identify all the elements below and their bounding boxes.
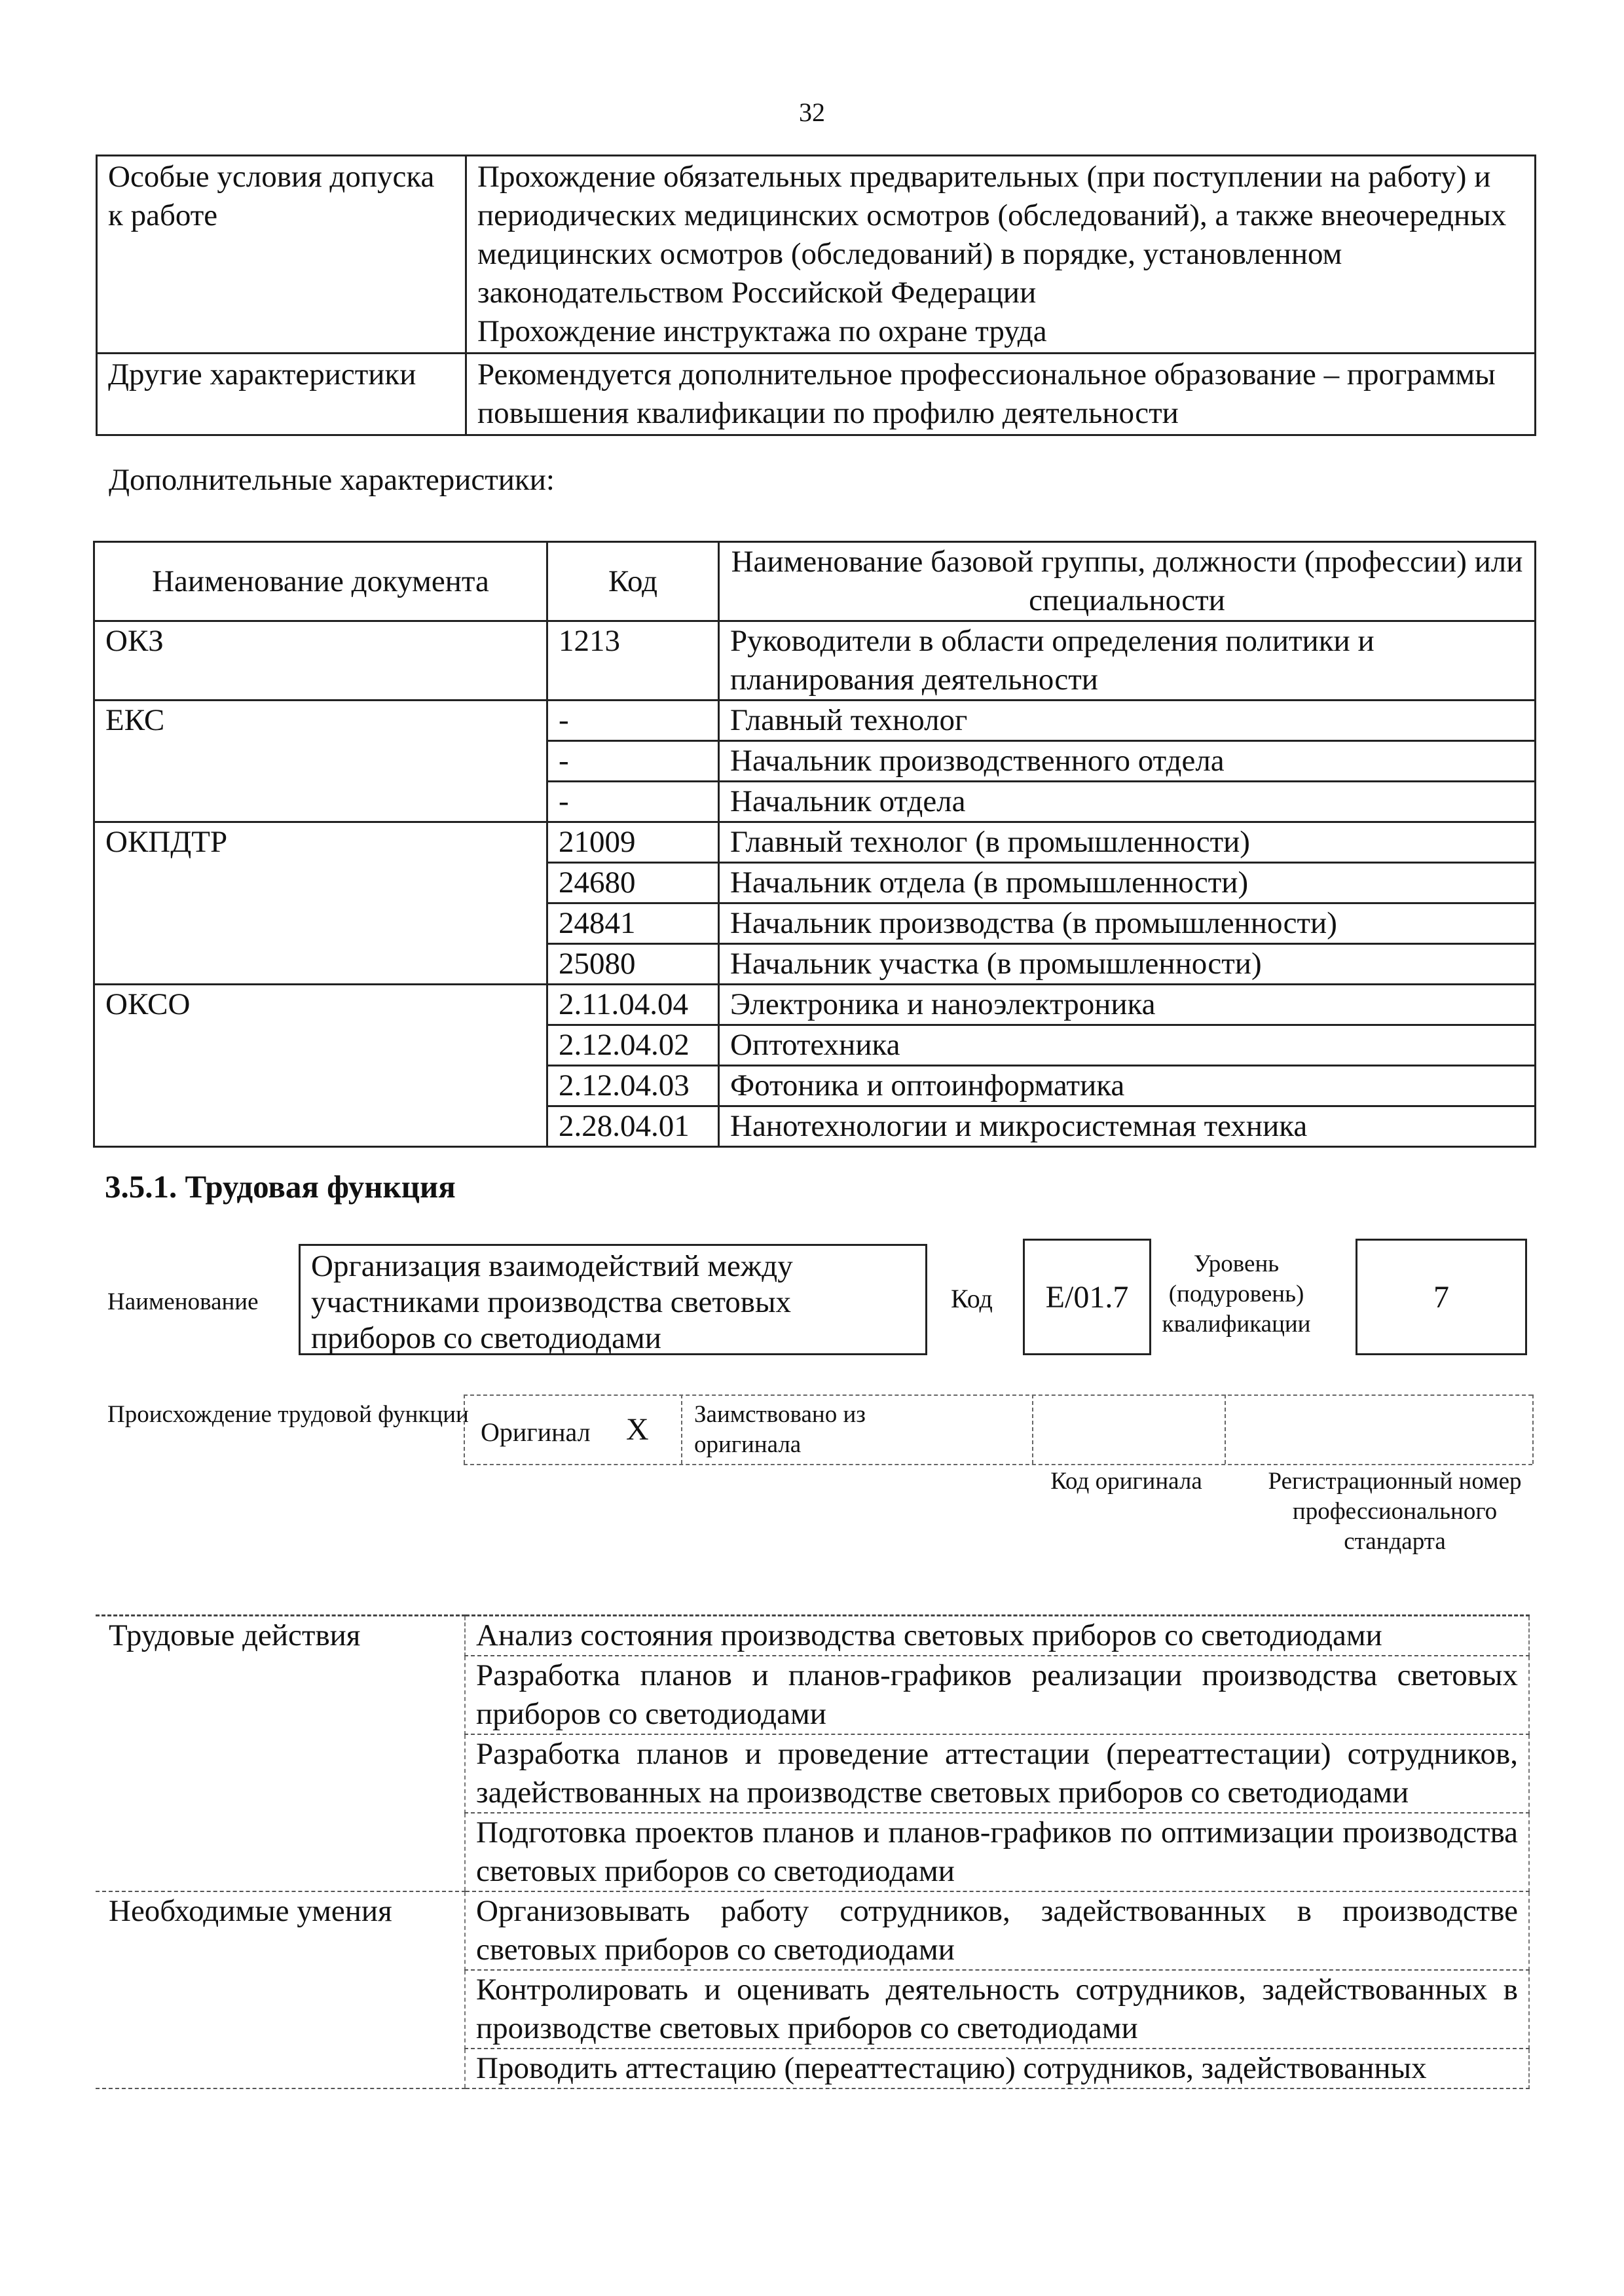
- original-check-mark: X: [626, 1412, 649, 1447]
- registration-number-caption: Регистрационный номер профессионального стандарта: [1268, 1468, 1522, 1555]
- table-header-row: [94, 542, 1536, 621]
- function-code-label: Код: [951, 1284, 993, 1313]
- column-header: Код: [547, 542, 719, 621]
- original-label: Оригинал: [481, 1417, 591, 1447]
- column-header: Наименование документа: [94, 542, 547, 621]
- code-cell: -: [547, 782, 719, 822]
- name-cell: Оптотехника: [719, 1025, 1536, 1066]
- skill-item: Проводить аттестацию (переаттестацию) сотрудников, задействованных: [465, 2049, 1529, 2088]
- function-level-box: 7: [1356, 1239, 1527, 1355]
- work-action-item: Подготовка проектов планов и планов-графиков по оптимизации производства световых приборов со светодиодами: [465, 1813, 1529, 1891]
- code-cell: -: [547, 701, 719, 741]
- name-cell: Электроника и наноэлектроника: [719, 985, 1536, 1025]
- conditions-label: Другие характеристики: [97, 354, 466, 435]
- code-cell: 24680: [547, 863, 719, 903]
- name-cell: Фотоника и оптоинформатика: [719, 1066, 1536, 1106]
- table-row: [97, 156, 1536, 354]
- code-cell: 24841: [547, 903, 719, 944]
- borrowed-label: Заимствовано из оригинала: [694, 1401, 866, 1458]
- doc-cell: ОКПДТР: [94, 822, 547, 985]
- code-cell: -: [547, 741, 719, 782]
- name-cell: Главный технолог (в промышленности): [719, 822, 1536, 863]
- conditions-text: [466, 156, 1536, 354]
- conditions-table: [96, 155, 1536, 436]
- function-name-box: Организация взаимодействий между участниками производства световых приборов со светодиодами: [299, 1244, 927, 1355]
- doc-cell: ЕКС: [94, 701, 547, 822]
- work-actions-label: Трудовые действия: [96, 1616, 465, 1892]
- code-cell: 2.12.04.03: [547, 1066, 719, 1106]
- required-skills-label: Необходимые умения: [96, 1891, 465, 2088]
- origin-top-border: [464, 1394, 1532, 1396]
- code-cell: 21009: [547, 822, 719, 863]
- additional-table: [93, 541, 1536, 1148]
- code-cell: 25080: [547, 944, 719, 985]
- origin-divider: [1225, 1394, 1226, 1464]
- table-row: [96, 1616, 1529, 1656]
- function-level-label: Уровень (подуровень) квалификации: [1162, 1250, 1311, 1338]
- function-code-box: E/01.7: [1023, 1239, 1151, 1355]
- name-cell: Начальник производственного отдела: [719, 741, 1536, 782]
- table-row: [94, 822, 1536, 863]
- name-cell: Начальник отдела (в промышленности): [719, 863, 1536, 903]
- code-cell: 2.28.04.01: [547, 1106, 719, 1147]
- work-action-item: Анализ состояния производства световых приборов со светодиодами: [465, 1616, 1529, 1656]
- name-cell: Начальник участка (в промышленности): [719, 944, 1536, 985]
- table-row: [94, 621, 1536, 701]
- original-code-caption: Код оригинала: [1050, 1468, 1202, 1495]
- conditions-line: Прохождение обязательных предварительных (при поступлении на работу) и периодических медицинских осмотров (обследований), а также внеочередных медицинских осмотров (обследований) в порядке, установленном законодательством Российской Федерации: [477, 160, 1507, 310]
- table-row: [96, 1891, 1529, 1970]
- code-cell: 2.12.04.02: [547, 1025, 719, 1066]
- doc-cell: ОКСО: [94, 985, 547, 1147]
- origin-divider: [1032, 1394, 1033, 1464]
- work-action-item: Разработка планов и планов-графиков реализации производства световых приборов со светодиодами: [465, 1656, 1529, 1734]
- origin-divider: [1532, 1394, 1534, 1464]
- column-header: Наименование базовой группы, должности (профессии) или специальности: [719, 542, 1536, 621]
- name-cell: Нанотехнологии и микросистемная техника: [719, 1106, 1536, 1147]
- work-action-item: Разработка планов и проведение аттестации (переаттестации) сотрудников, задействованных на производстве световых приборов со светодиодами: [465, 1734, 1529, 1813]
- code-cell: 2.11.04.04: [547, 985, 719, 1025]
- name-cell: Начальник производства (в промышленности): [719, 903, 1536, 944]
- work-table: [96, 1614, 1530, 2089]
- section-title: 3.5.1. Трудовая функция: [105, 1169, 456, 1205]
- name-cell: Руководители в области определения политики и планирования деятельности: [719, 621, 1536, 701]
- table-row: [97, 354, 1536, 435]
- table-row: [94, 701, 1536, 741]
- doc-cell: ОКЗ: [94, 621, 547, 701]
- table-row: [94, 985, 1536, 1025]
- conditions-line: Прохождение инструктажа по охране труда: [477, 314, 1047, 348]
- code-cell: 1213: [547, 621, 719, 701]
- page-number: 32: [799, 98, 825, 127]
- name-cell: Главный технолог: [719, 701, 1536, 741]
- skill-item: Контролировать и оценивать деятельность сотрудников, задействованных в производстве световых приборов со светодиодами: [465, 1970, 1529, 2049]
- conditions-label: Особые условия допуска к работе: [97, 156, 466, 354]
- conditions-text: [466, 354, 1536, 435]
- additional-caption: Дополнительные характеристики:: [109, 463, 555, 497]
- function-name-label: Наименование: [107, 1288, 259, 1315]
- origin-divider: [464, 1394, 465, 1464]
- name-cell: Начальник отдела: [719, 782, 1536, 822]
- origin-divider: [681, 1394, 682, 1464]
- skill-item: Организовывать работу сотрудников, задействованных в производстве световых приборов со светодиодами: [465, 1891, 1529, 1970]
- conditions-line: Рекомендуется дополнительное профессиональное образование – программы повышения квалификации по профилю деятельности: [477, 357, 1496, 430]
- origin-label: Происхождение трудовой функции: [107, 1401, 469, 1428]
- origin-bottom-border: [464, 1464, 1532, 1465]
